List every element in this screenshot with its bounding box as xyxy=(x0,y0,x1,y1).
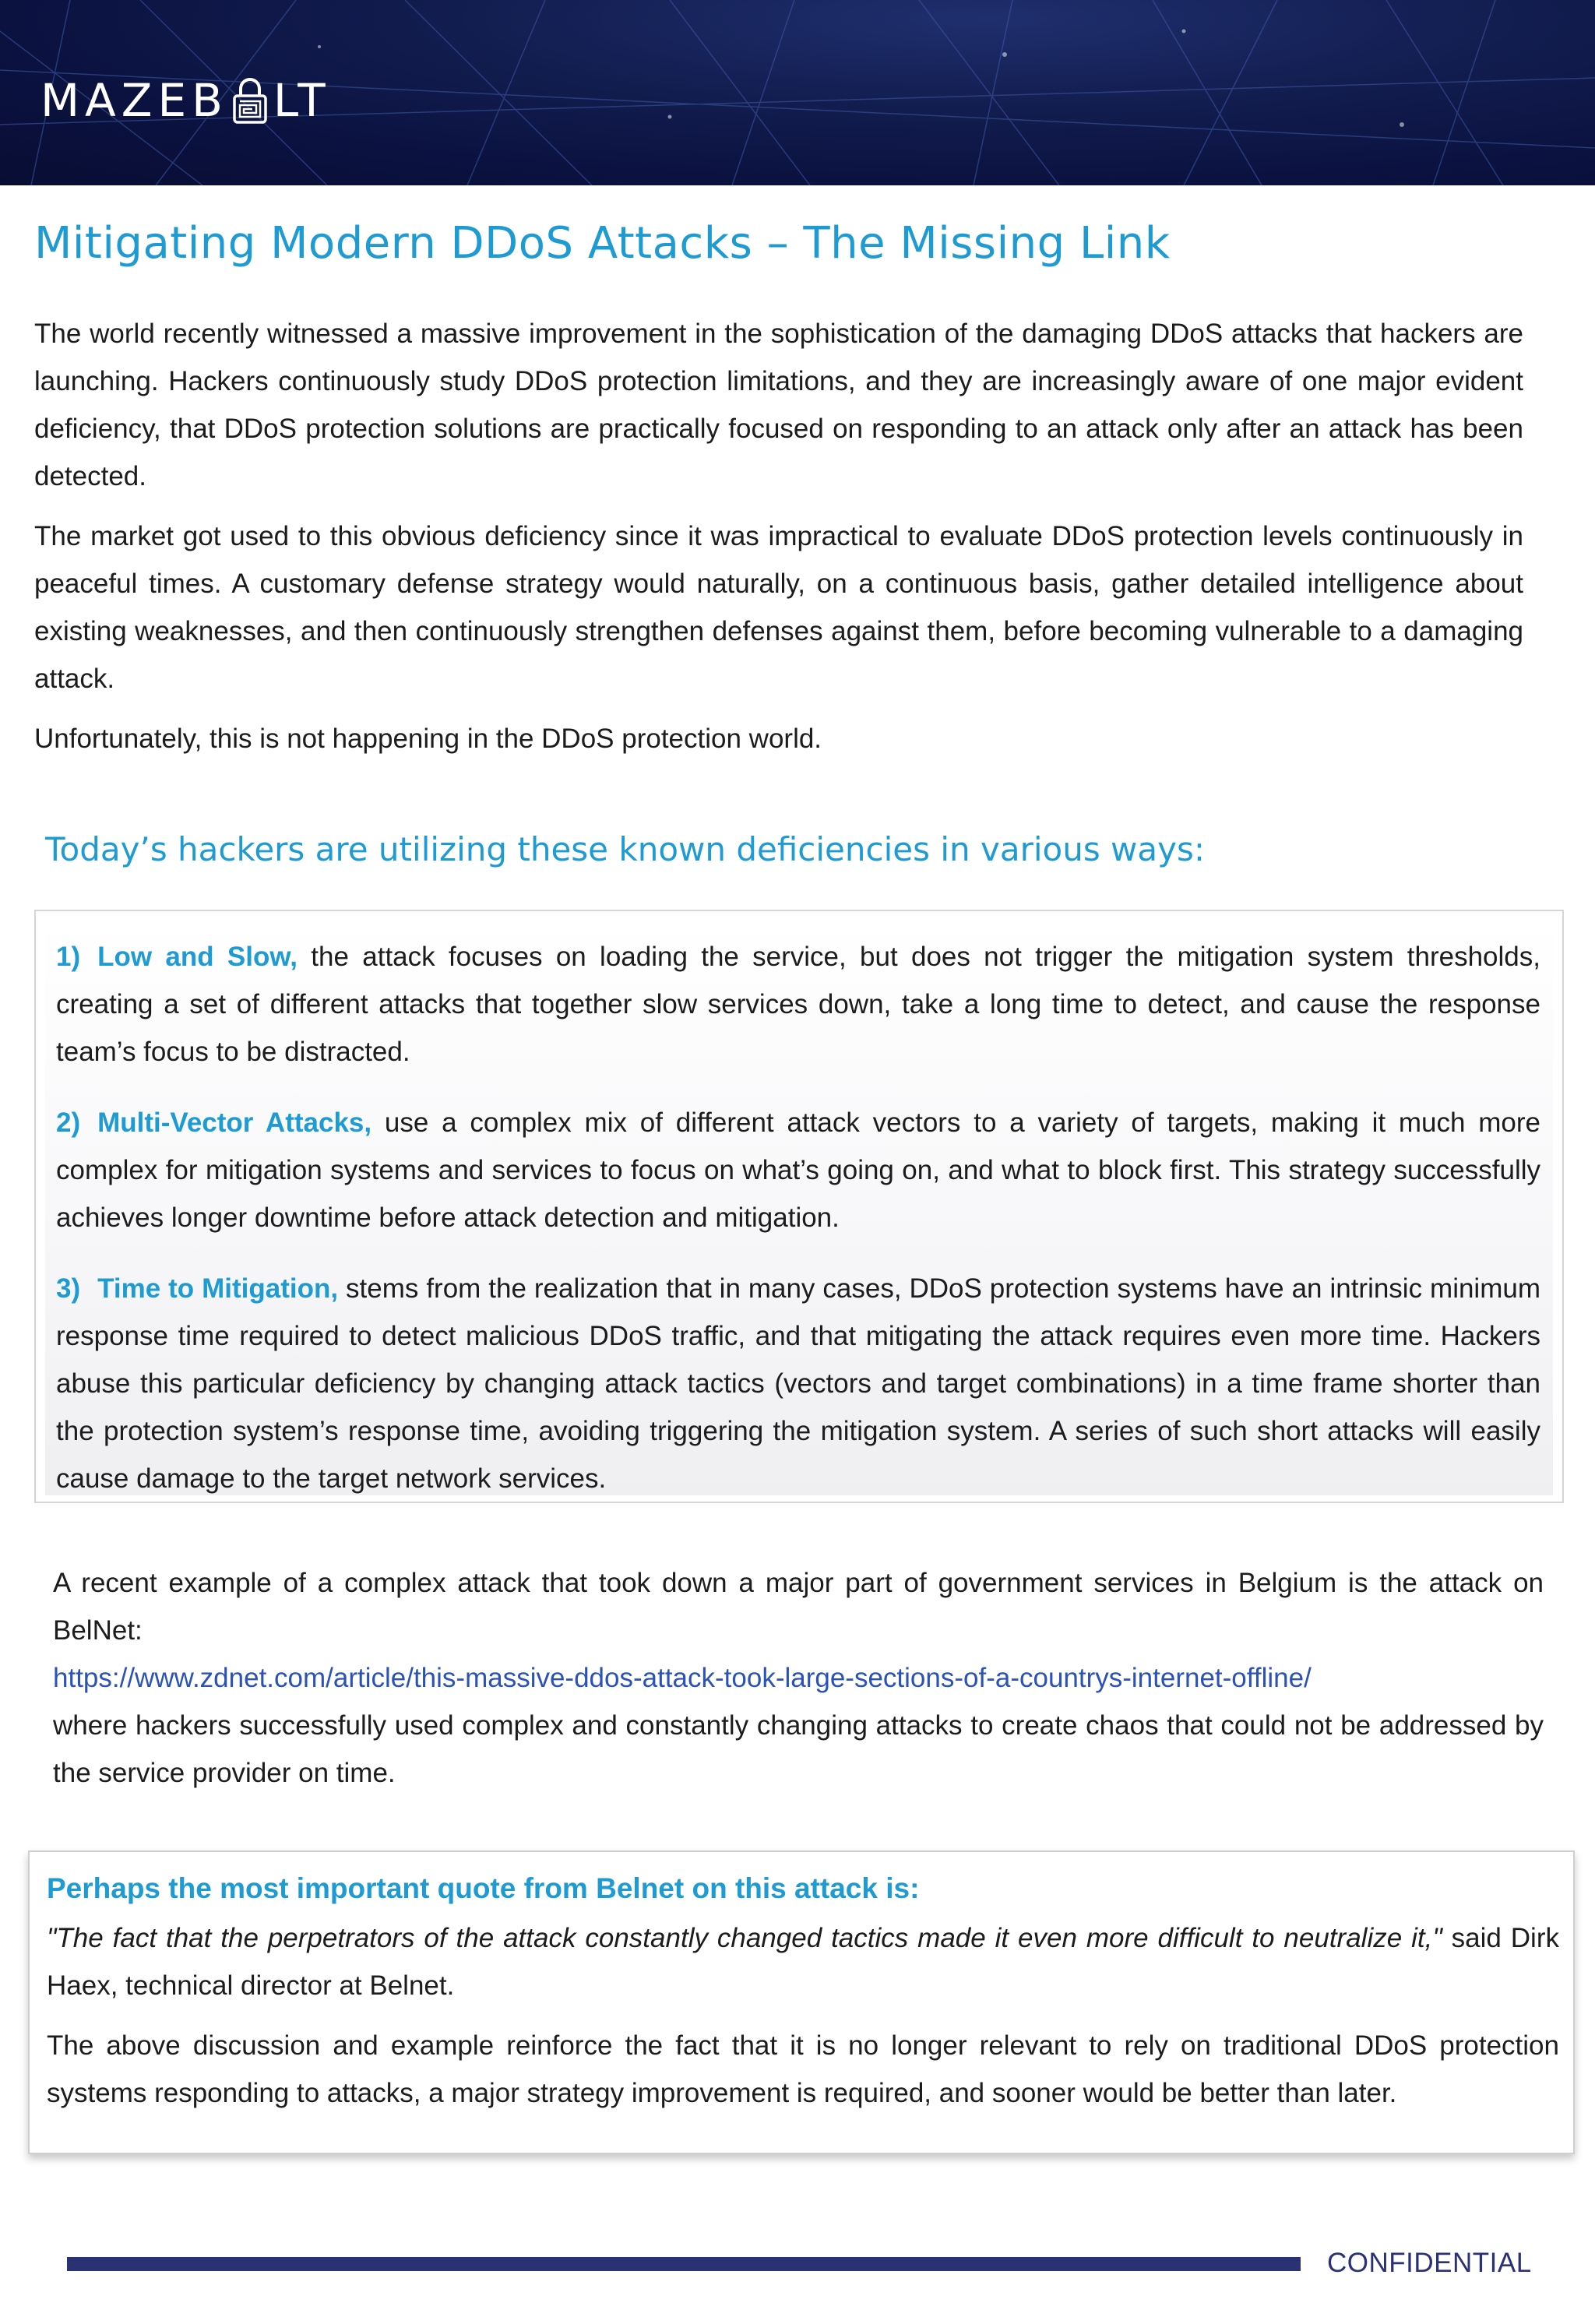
quote-paragraph xyxy=(47,1914,1559,2009)
maze-lock-icon xyxy=(231,77,269,124)
deficiency-item xyxy=(56,933,1540,1076)
example-after-text: where hackers successfully used complex and constantly changing attacks to create chaos that could not be addressed by the service provider on time. xyxy=(53,1710,1544,1788)
quote-text: "The fact that the perpetrators of the attack constantly changed tactics made it even more difficult to neutralize it," xyxy=(47,1923,1442,1953)
deficiencies-box xyxy=(34,910,1564,1503)
intro-paragraph: Unfortunately, this is not happening in the DDoS protection world. xyxy=(34,724,822,754)
item-text: use a complex mix of different attack vectors to a variety of targets, making it much more complex for mitigation systems and services to focus on what’s going on, and what to block first. This strategy successfully achieves longer downtime before attack detection and mitigation. xyxy=(56,1107,1541,1233)
quote-attribution: said Dirk Haex, technical director at Belnet. xyxy=(47,1923,1559,2001)
logo-text-right: LT xyxy=(273,74,331,127)
example-text: A recent example of a complex attack that took down a major part of government services in Belgium is the attack on BelNet: xyxy=(53,1568,1544,1646)
item-lead: Time to Mitigation, xyxy=(97,1273,339,1304)
confidential-label: CONFIDENTIAL xyxy=(1327,2248,1532,2278)
item-text: stems from the realization that in many cases, DDoS protection systems have an intrinsic minimum response time required to detect malicious DDoS traffic, and that mitigating the attack requires even more time. Hackers abuse this particular deficiency by changing attack tactics (vectors and target combinations) in a time frame shorter than the protection system’s response time, avoiding triggering the mitigation system. A series of such short attacks will easily cause damage to the target network services. xyxy=(56,1273,1540,1494)
item-number: 2) xyxy=(56,1107,81,1138)
conclusion-paragraph: The above discussion and example reinforce the fact that it is no longer relevant to rely on traditional DDoS protection systems responding to attacks, a major strategy improvement is required, and sooner would be better than later. xyxy=(47,2030,1559,2108)
zdnet-article-link[interactable]: https://www.zdnet.com/article/this-massive-ddos-attack-took-large-sections-of-a-countrys-internet-offline/ xyxy=(53,1663,1312,1693)
logo-text-left: MAZEB xyxy=(40,74,228,127)
example-section xyxy=(53,1559,1544,1797)
page-title: Mitigating Modern DDoS Attacks – The Missing Link xyxy=(34,218,1171,269)
item-text: the attack focuses on loading the service, but does not trigger the mitigation system thresholds, creating a set of different attacks that together slow services down, take a long time to detect, and cause the response team’s focus to be distracted. xyxy=(56,942,1540,1067)
header-banner xyxy=(0,0,1595,185)
item-lead: Low and Slow, xyxy=(97,942,298,972)
intro-paragraph: The world recently witnessed a massive improvement in the sophistication of the damaging DDoS attacks that hackers are launching. Hackers continuously study DDoS protection limitations, and they are increasingly aware of one major evident deficiency, that DDoS protection solutions are practically focused on responding to an attack only after an attack has been detected. xyxy=(34,319,1523,491)
quote-box xyxy=(28,1850,1575,2154)
mazebolt-logo xyxy=(40,75,331,126)
item-lead: Multi-Vector Attacks, xyxy=(97,1107,372,1138)
deficiency-item xyxy=(56,1265,1540,1502)
item-number: 1) xyxy=(56,942,81,972)
footer-bar xyxy=(67,2257,1301,2271)
section-heading: Today’s hackers are utilizing these known deficiencies in various ways: xyxy=(45,830,1206,868)
intro-section xyxy=(34,310,1523,775)
quote-heading: Perhaps the most important quote from Belnet on this attack is: xyxy=(47,1872,920,1904)
intro-paragraph: The market got used to this obvious deficiency since it was impractical to evaluate DDoS protection levels continuously in peaceful times. A customary defense strategy would naturally, on a continuous basis, gather detailed intelligence about existing weaknesses, and then continuously strengthen defenses against them, before becoming vulnerable to a damaging attack. xyxy=(34,521,1523,694)
deficiency-item xyxy=(56,1099,1540,1241)
item-number: 3) xyxy=(56,1273,81,1304)
